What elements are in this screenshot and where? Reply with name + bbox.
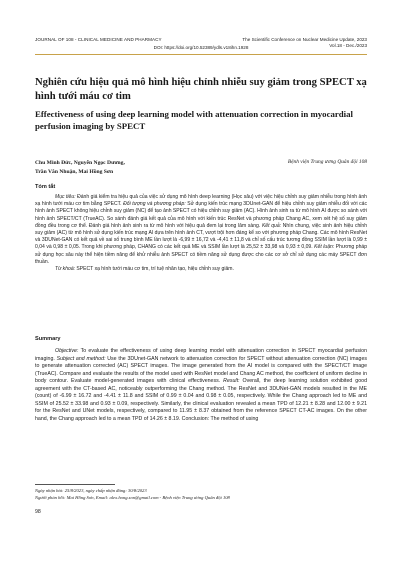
label-ket-luan: Kết luận: [314,244,335,251]
label-result: Result: [223,378,240,385]
tomtat-heading: Tóm tắt [35,184,56,190]
text-subject: Use the 3DUnet-GAN network to attenuation correction for SPECT without attenuation correction (NC) images to generate attenuation corrected (AC) SPECT images. The image generated from the AI model is compared with the SPECT/CT image (TrueAC). Compare and evaluate the results of the model used with ResNet model and Chang AC method, the coefficient of uniform decline in body contour. Evaluate model-generated images with clinical effectiveness. [35,355,367,385]
keywords-vi [35,266,367,273]
footnote-received: Ngày nhận bài: 25/8/2023, ngày chấp nhận đăng: 30/8/2023 [35,488,147,493]
footnote-divider [35,484,115,485]
text-doi-tuong: Sử dụng kiến trúc mạng 3DUnet-GAN để hiệu chỉnh suy giảm nhiễu đối với các hình ảnh SPECT không hiệu chỉnh suy giảm (NC) để tạo ảnh SPECT có hiệu chỉnh suy giảm (AC). Hình ảnh sinh ra từ mô hình AI được so sánh với hình ảnh SPECT/CT (TrueAC). So sánh đánh giá kết quả của mô hình với kiến trúc ResNet và phương pháp Chang AC, xem xét hệ số suy giảm đồng đều trong cơ thể. Đánh giá hình ảnh sinh ra từ mô hình với hiệu quả đem lại trong lâm sàng. [35,201,368,229]
label-objective: Objective: [55,348,79,354]
summary-heading: Summary [35,336,61,342]
label-muc-tieu: Mục tiêu: [55,194,76,200]
volume-info: Vol.18 - Dec./2023 [329,43,367,48]
title-english: Effectiveness of using deep learning model with attenuation correction in myocardial perfusion imaging by SPECT [35,109,353,132]
text-result: Overall, the deep learning solution exhibited good agreement with the CT-based AC, noticeably outperforming the Chang method. The ResNet and 3DUNet-GAN models resulted in the ME (count) of -6.99 ± 16.72 and -4.41 ± 11.8 and SSIM of 0.99 ± 0.04 and 0.98 ± 0.05, respectively. While the Chang approach led to ME and SSIM of 25.52 ± 33.98 and 0.93 ± 0.09, respectively. Similarly, the clinical evaluation revealed a mean TPD of 12.21 ± 8.28 and 12.00 ± 9.21 for the ResNet and UNet models, respectively, compared to 11.95 ± 8.37 obtained from the reference SPECT CT-AC images. On the other hand, the Chang approach led to a mean TPD of 14.26 ± 8.19. Conclusion: The method of using [35,378,367,422]
text-objective: To evaluate the effectiveness of using deep learning model with attenuation correction in SPECT myocardial perfusion imaging. [35,348,367,362]
conference-name: The Scientific Conference on Nuclear Medicine Update, 2023 [242,37,367,42]
abstract-vietnamese [35,194,367,324]
journal-name: JOURNAL OF 108 - CLINICAL MEDICINE AND PHARMACY [35,37,162,42]
affiliation: Bệnh viện Trung ương Quân đội 108 [287,159,367,165]
summary-body [35,348,367,423]
doi-link[interactable]: DOI: https://doi.org/10.52389/ydls.v18ihn.1928 [153,45,249,50]
authors-line-2: Trần Văn Nhuận, Mai Hồng Sơn [35,168,114,175]
footnote-responsible: Người phản hồi: Mai Hồng Sơn, Email: alex.hong.son@gmail.com - Bệnh viện Trung ương Quân đội 108 [35,495,230,500]
authors [35,159,215,176]
label-tu-khoa: Từ khoá: [55,266,76,273]
page-number: 98 [35,509,41,515]
tomtat-body [35,194,367,266]
abstract-english [35,348,367,472]
header-divider [35,54,367,55]
label-subject: Subject and method: [56,355,106,362]
label-ket-qua: Kết quả: [261,222,282,229]
authors-line-1: Chu Minh Đức, Nguyễn Ngọc Dương, [35,160,125,166]
text-tu-khoa: SPECT xạ hình tưới máu cơ tim, trí tuệ nhân tạo, hiệu chỉnh suy giảm. [75,266,234,273]
text-ket-luan: Phương pháp sử dụng học sâu này thể hiện tiềm năng để khử nhiễu ảnh SPECT có tiềm năng sử dụng được cho các cơ sở chỉ sử dụng các máy SPECT đơn thuần. [35,244,368,265]
journal-header [35,37,367,53]
text-muc-tieu: Đánh giá kiểm tra hiệu quả của việc sử dụng mô hình deep learning (Học sâu) với việc hiệu chỉnh suy giảm nhiễu trong hình ảnh xạ hình tưới máu cơ tim bằng SPECT. [35,194,367,208]
label-doi-tuong: Đối tượng và phương pháp: [123,201,186,208]
text-ket-qua: Nhìn chung, việc sinh ảnh hiệu chỉnh suy giảm (AC) từ mô hình sử dụng kiến trúc mạng AI dựa trên hình ảnh CT, vượt trội hơn đáng kể so với phương pháp Chang. Các mô hình ResNet và 3DUNet-GAN có kết quả về sai số trung bình ME lần lượt là -6,99 ± 16,72 và -4,41 ± 11,8 và chỉ số cấu trúc tương đồng SSIM lần lượt là 0,99 ± 0,04 và 0,98 ± 0,05. Trong khi phương pháp, CHANG có các kết quả ME và SSIM lần lượt là 25,52 ± 33,98 và 0,93 ± 0,09. [35,222,368,251]
title-vietnamese: Nghiên cứu hiệu quả mô hình hiệu chỉnh nhiễu suy giảm trong SPECT xạ hình tưới máu cơ tim [35,77,367,102]
